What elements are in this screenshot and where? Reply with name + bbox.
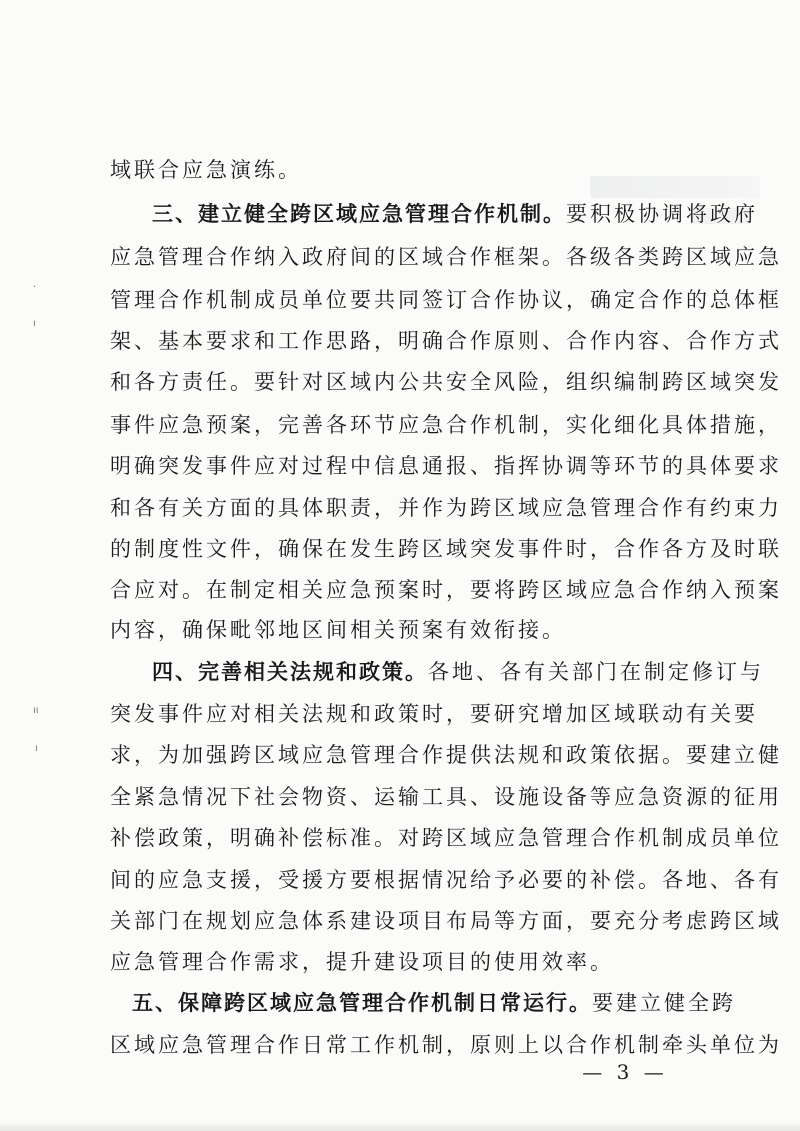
text-line: 全紧急情况下社会物资、运输工具、设施设备等应急资源的征用: [110, 785, 782, 809]
scan-mark: ıı: [33, 705, 39, 716]
text-line: 和各有关方面的具体职责，并作为跨区域应急管理合作有约束力: [110, 496, 782, 520]
section-3-paragraph-start: [110, 198, 758, 230]
text-line: 域联合应急演练。: [110, 158, 302, 182]
section-3-text: 要积极协调将政府: [566, 202, 758, 226]
section-4-heading: 四、完善相关法规和政策。: [152, 660, 428, 684]
text-line: 事件应急预案，完善各环节应急合作机制，实化细化具体措施，: [110, 413, 782, 437]
scan-mark: ı: [33, 318, 36, 329]
scan-mark: ·: [33, 282, 37, 293]
scan-mark: ı: [35, 743, 38, 754]
section-3-heading: 三、建立健全跨区域应急管理合作机制。: [152, 202, 566, 226]
section-5-heading: 五、保障跨区域应急管理合作机制日常运行。: [132, 991, 592, 1015]
page-number: — 3 —: [582, 1060, 668, 1084]
text-line: 和各方责任。要针对区域内公共安全风险，组织编制跨区域突发: [110, 370, 782, 394]
section-4-paragraph-start: [110, 656, 764, 688]
text-line: 明确突发事件应对过程中信息通报、指挥协调等环节的具体要求: [110, 454, 782, 478]
text-line: 的制度性文件，确保在发生跨区域突发事件时，合作各方及时联: [110, 537, 782, 561]
text-line: 应急管理合作纳入政府间的区域合作框架。各级各类跨区域应急: [110, 245, 782, 269]
text-line: 补偿政策，明确补偿标准。对跨区域应急管理合作机制成员单位: [110, 826, 782, 850]
section-5-text: 要建立健全跨: [592, 991, 736, 1015]
text-line: 架、基本要求和工作思路，明确合作原则、合作内容、合作方式: [110, 329, 782, 353]
text-line: 应急管理合作需求，提升建设项目的使用效率。: [110, 950, 614, 974]
text-line: 区域应急管理合作日常工作机制，原则上以合作机制牵头单位为: [110, 1033, 782, 1057]
section-4-text: 各地、各有关部门在制定修订与: [428, 660, 764, 684]
text-line: 内容，确保毗邻地区间相关预案有效衔接。: [110, 618, 566, 642]
scan-edge: [0, 1122, 800, 1131]
text-line: 关部门在规划应急体系建设项目布局等方面，要充分考虑跨区域: [110, 909, 782, 933]
section-5-paragraph-start: [110, 987, 736, 1019]
text-line: 管理合作机制成员单位要共同签订合作协议，确定合作的总体框: [110, 288, 782, 312]
text-line: 合应对。在制定相关应急预案时，要将跨区域应急合作纳入预案: [110, 578, 782, 602]
text-line: 间的应急支援，受援方要根据情况给予必要的补偿。各地、各有: [110, 868, 782, 892]
text-line: 突发事件应对相关法规和政策时，要研究增加区域联动有关要: [110, 702, 758, 726]
text-line: 求，为加强跨区域应急管理合作提供法规和政策依据。要建立健: [110, 743, 782, 767]
